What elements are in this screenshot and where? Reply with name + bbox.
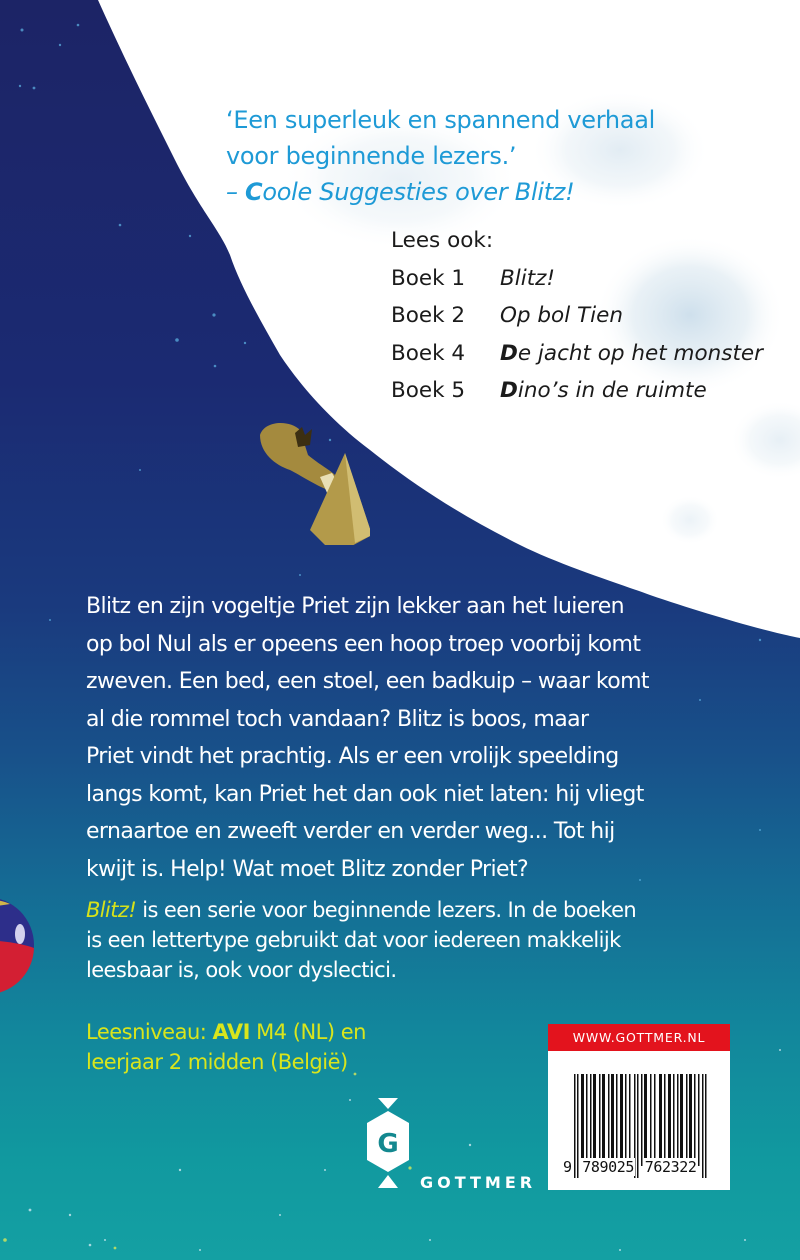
- quote-source-text: oole Suggesties over Blitz!: [262, 178, 575, 206]
- book-title: [500, 335, 763, 373]
- reading-level-value: M4 (NL) en: [249, 1020, 366, 1044]
- reading-level-label: Leesniveau:: [86, 1020, 213, 1044]
- reading-level-line: leerjaar 2 midden (België): [86, 1050, 348, 1074]
- book-title-initial: D: [500, 378, 518, 403]
- reading-list-heading: Lees ook:: [391, 228, 494, 253]
- isbn-group-2: 762322: [644, 1158, 697, 1176]
- book-title-text: Op bol Tien: [500, 303, 623, 328]
- reading-level: [86, 1017, 366, 1077]
- book-item: [391, 335, 763, 373]
- book-title: [500, 372, 707, 410]
- book-title: [500, 260, 555, 298]
- blurb-line: op bol Nul als er opeens een hoop troep voorbij komt: [86, 631, 641, 657]
- book-title-initial: D: [500, 340, 518, 366]
- series-line: is een lettertype gebruikt dat voor iedereen makkelijk: [86, 928, 621, 952]
- gottmer-logo-icon: [365, 1098, 411, 1190]
- book-number: Boek 2: [391, 303, 466, 328]
- quote-source-initial: C: [245, 178, 263, 206]
- quote-source: [226, 174, 655, 210]
- quote-line-2: voor beginnende lezers.’: [226, 142, 517, 170]
- reading-level-line: [86, 1017, 366, 1047]
- series-line: leesbaar is, ook voor dyslectici.: [86, 958, 397, 982]
- blurb-line: ernaartoe en zweeft verder en verder weg... Tot hij: [86, 819, 615, 844]
- story-blurb: [86, 588, 726, 888]
- reading-list: [391, 222, 763, 410]
- book-item: [391, 260, 763, 298]
- blurb-line: kwijt is. Help! Wat moet Blitz zonder Priet?: [86, 856, 529, 882]
- series-description: [86, 895, 726, 985]
- isbn-number: [562, 1158, 722, 1176]
- blurb-line: al die rommel toch vandaan? Blitz is boos, maar: [86, 706, 589, 732]
- book-number: Boek 1: [391, 265, 466, 291]
- series-line: [86, 895, 726, 925]
- book-title: [500, 297, 623, 335]
- avi-label: AVI: [212, 1020, 250, 1044]
- floating-lamp-illustration: [250, 415, 370, 545]
- publisher-name: GOTTMER: [420, 1173, 537, 1192]
- blurb-line: zweven. Een bed, een stoel, een badkuip – waar komt: [86, 669, 649, 694]
- barcode-box: [548, 1024, 730, 1190]
- quote-dash: –: [226, 178, 246, 206]
- review-quote: [226, 102, 655, 210]
- book-title-text: e jacht op het monster: [517, 340, 763, 366]
- isbn-group-1: 789025: [582, 1158, 635, 1176]
- book-item: [391, 372, 763, 410]
- book-number: Boek 5: [391, 378, 466, 403]
- book-number: Boek 4: [391, 340, 466, 366]
- book-item: [391, 297, 763, 335]
- book-title-text: ino’s in de ruimte: [517, 378, 707, 403]
- publisher-website: WWW.GOTTMER.NL: [548, 1024, 730, 1051]
- logo-letter: G: [377, 1129, 399, 1159]
- blurb-line: Priet vindt het prachtig. Als er een vrolijk speelding: [86, 744, 619, 769]
- book-title-text: Blitz!: [500, 265, 556, 291]
- blurb-line: Blitz en zijn vogeltje Priet zijn lekker aan het luieren: [86, 594, 624, 619]
- blurb-line: langs komt, kan Priet het dan ook niet laten: hij vliegt: [86, 781, 644, 807]
- series-line-text: is een serie voor beginnende lezers. In de boeken: [136, 898, 637, 922]
- beach-ball-illustration: [0, 890, 36, 1000]
- isbn-prefix: 9: [563, 1158, 572, 1176]
- quote-line-1: ‘Een superleuk en spannend verhaal: [226, 106, 655, 134]
- series-name: Blitz!: [86, 898, 137, 922]
